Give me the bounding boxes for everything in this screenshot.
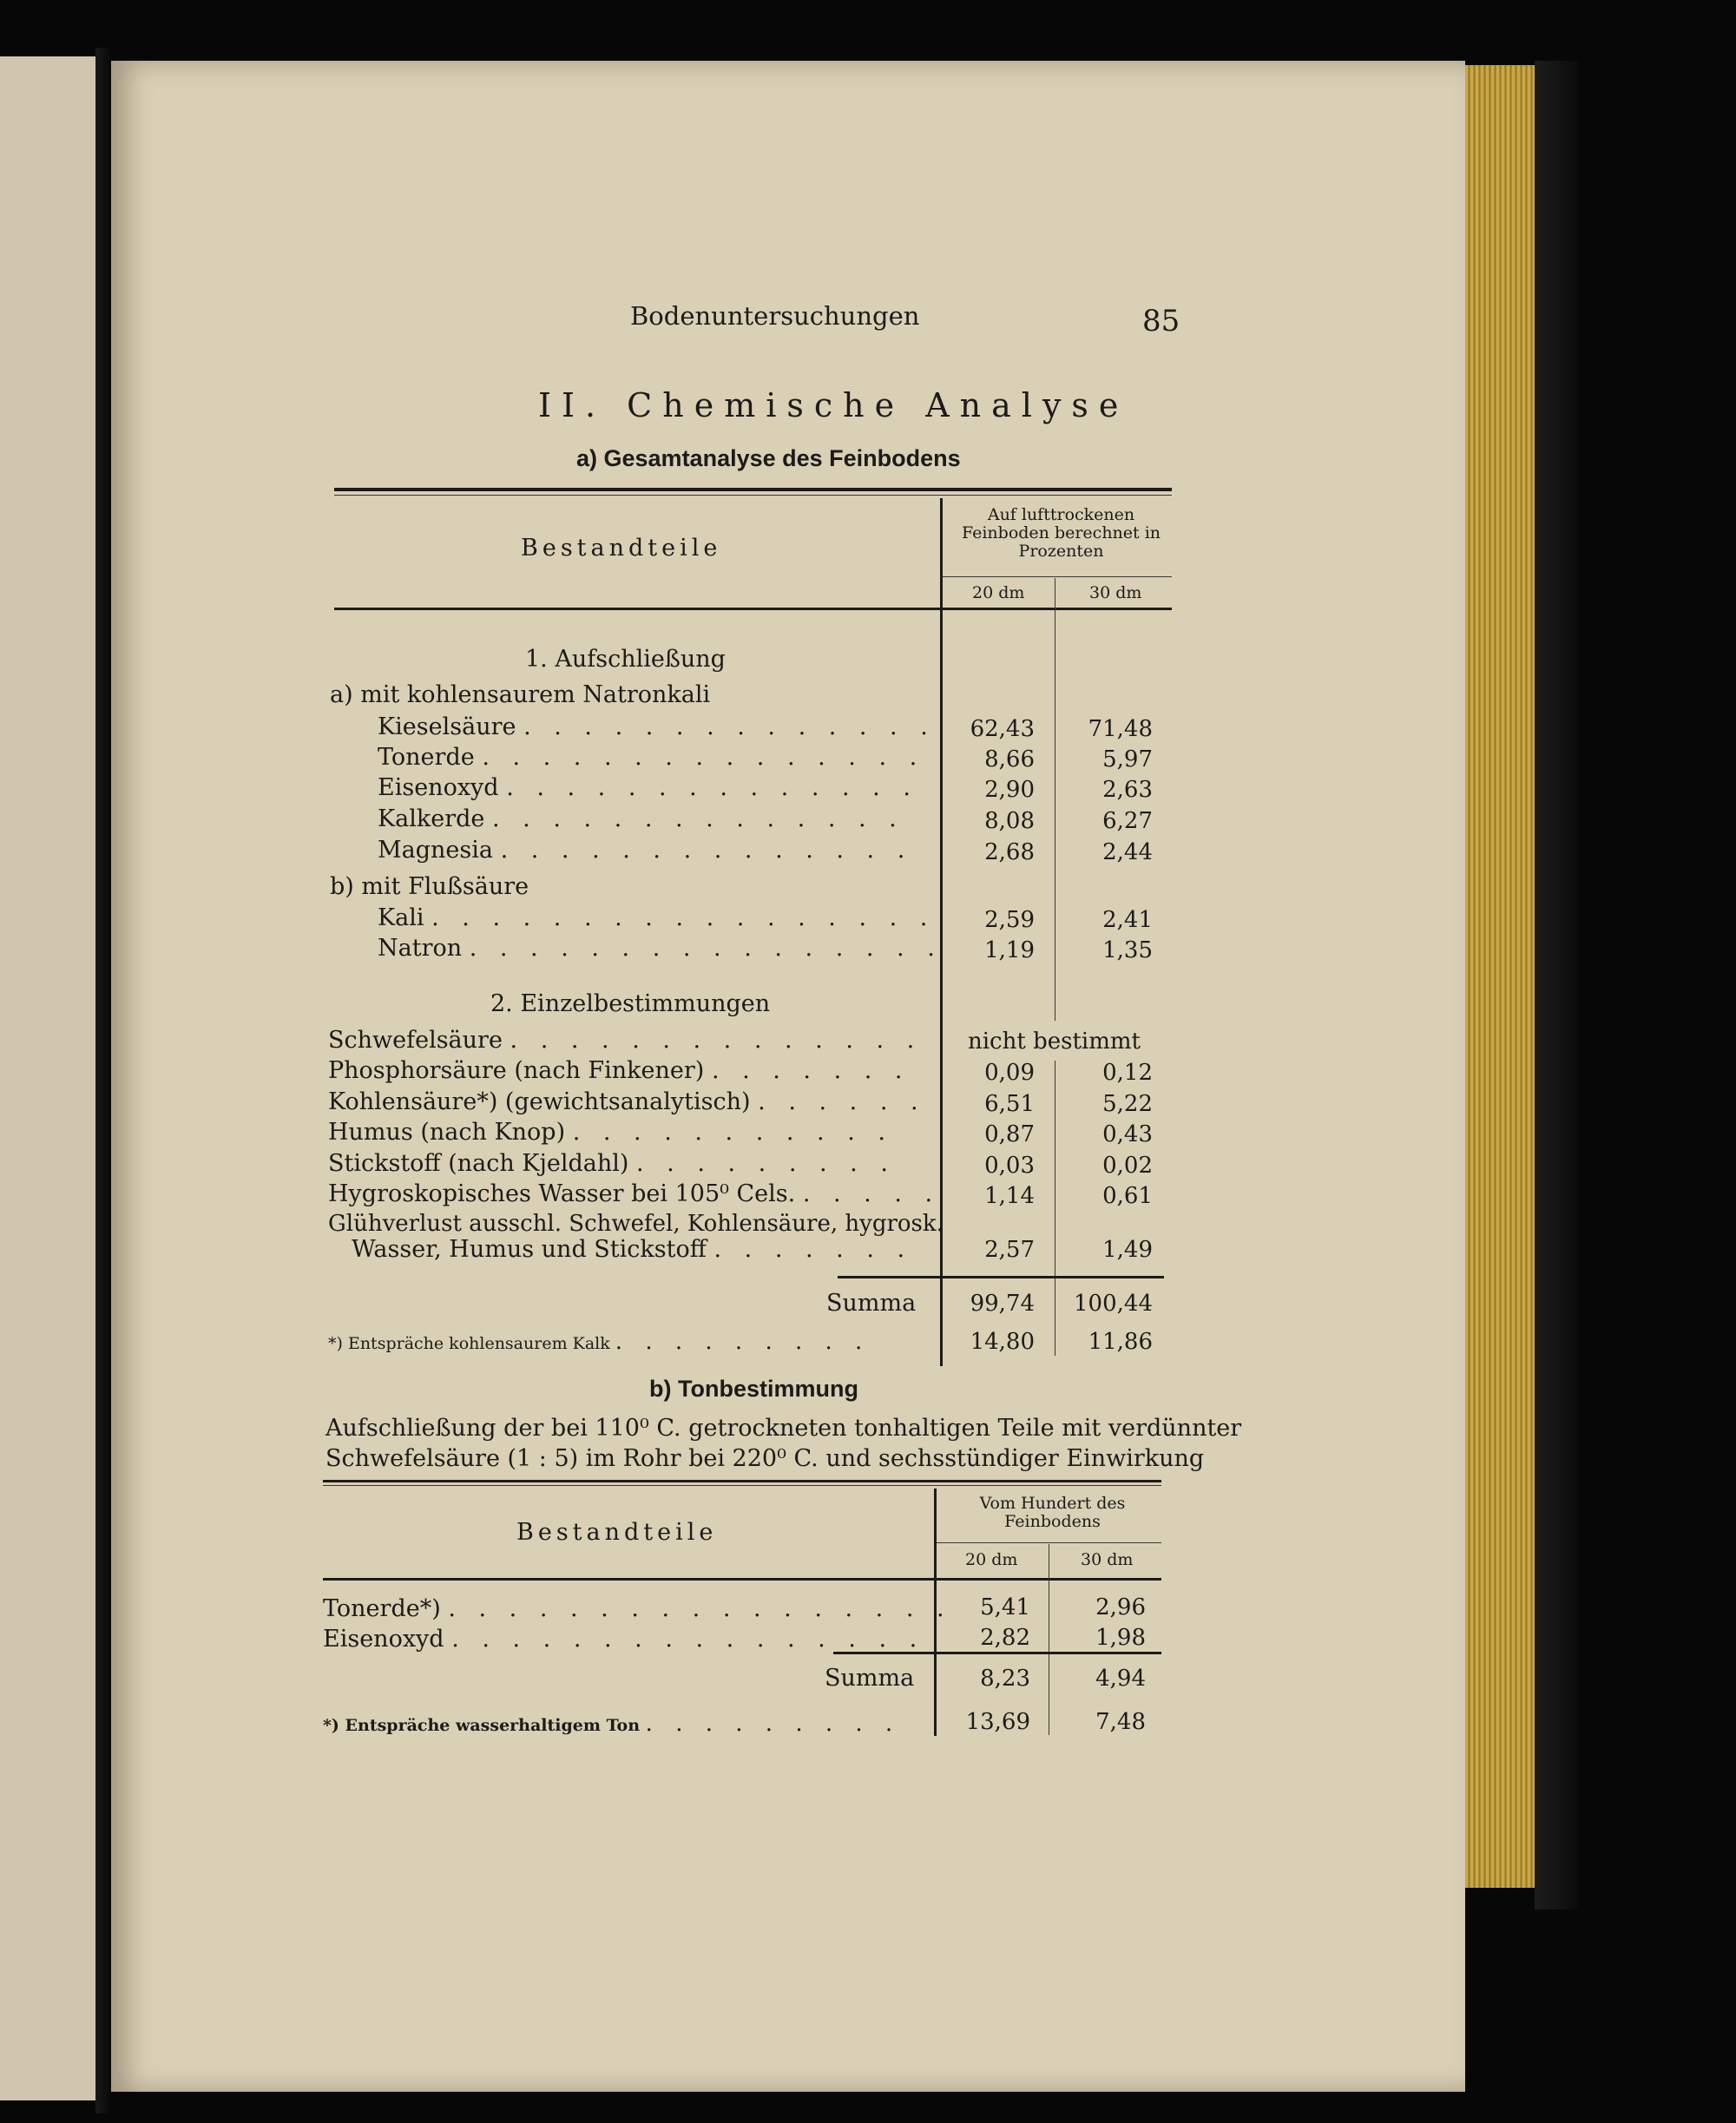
row-value-30: 6,27: [1102, 808, 1153, 834]
row-label: Magnesia: [378, 837, 493, 864]
row-value-20: 8,66: [984, 746, 1035, 772]
table-row: Phosphorsäure (nach Finkener) . . . . . . .: [328, 1057, 911, 1084]
row-value-30: 0,12: [1102, 1060, 1153, 1086]
table-row: Schwefelsäure . . . . . . . . . . . . . .: [328, 1027, 923, 1054]
table-b-col-label: Bestandteile: [516, 1519, 718, 1546]
row-label: Kalkerde: [378, 805, 485, 832]
table-b-intro-line1: Aufschließung der bei 110⁰ C. getrockneten tonhaltigen Teile mit verdünnter: [326, 1415, 1242, 1442]
group-einzelbestimmungen: 2. Einzelbestimmungen: [490, 990, 771, 1017]
row-label: Stickstoff (nach Kjeldahl): [328, 1150, 629, 1177]
running-title: Bodenuntersuchungen: [630, 301, 920, 331]
row-label: Humus (nach Knop): [328, 1119, 566, 1146]
row-value-30: 2,96: [1095, 1594, 1146, 1620]
table-row: Natron . . . . . . . . . . . . . . . .: [378, 935, 943, 962]
footnote-value-20: 13,69: [965, 1709, 1030, 1735]
row-value-30: 1,35: [1102, 937, 1153, 963]
table-row: Stickstoff (nach Kjeldahl) . . . . . . . . .: [328, 1150, 896, 1177]
row-value-20: 2,68: [984, 839, 1035, 865]
table-row: Magnesia . . . . . . . . . . . . . .: [378, 837, 913, 864]
book-gutter: [95, 48, 113, 2113]
row-value-30: 2,44: [1102, 839, 1153, 865]
table-a-sum-rule: [838, 1276, 1164, 1278]
table-row: Eisenoxyd . . . . . . . . . . . . . . . .: [323, 1626, 925, 1653]
row-label: Kieselsäure: [378, 713, 516, 740]
row-label: Kali: [378, 904, 424, 931]
table-row: Tonerde*) . . . . . . . . . . . . . . . . .: [323, 1595, 952, 1622]
table-row: Hygroskopisches Wasser bei 105⁰ Cels. . . . . .: [328, 1180, 941, 1207]
row-value-20: 1,14: [984, 1183, 1035, 1209]
summa-value-20: 99,74: [970, 1291, 1035, 1317]
table-b-subheader-rule: [936, 1542, 1161, 1543]
row-value-20: 62,43: [970, 716, 1035, 742]
row-label: Tonerde*): [323, 1595, 441, 1622]
summa-value-30: 100,44: [1074, 1291, 1153, 1317]
summa-value-20: 8,23: [980, 1666, 1030, 1692]
summa-label: Summa: [825, 1665, 915, 1692]
row-value-20: 6,51: [984, 1091, 1035, 1117]
row-value-30: 71,48: [1088, 716, 1153, 742]
row-label: Kohlensäure*) (gewichtsanalytisch): [328, 1088, 751, 1115]
table-a-title: a) Gesamtanalyse des Feinbodens: [576, 445, 961, 471]
table-row: Humus (nach Knop) . . . . . . . . . . .: [328, 1119, 893, 1146]
row-value-merged: nicht bestimmt: [968, 1029, 1141, 1055]
row-label: Hygroskopisches Wasser bei 105⁰ Cels.: [328, 1180, 796, 1207]
row-label: Phosphorsäure (nach Finkener): [328, 1057, 705, 1084]
summa-value-30: 4,94: [1095, 1666, 1146, 1692]
row-value-30: 2,41: [1102, 907, 1153, 933]
table-row: Eisenoxyd . . . . . . . . . . . . . .: [378, 774, 918, 801]
row-label: Wasser, Humus und Stickstoff: [352, 1236, 707, 1263]
book-cover-edge: [1535, 61, 1578, 1909]
table-a-subheader-rule: [942, 576, 1172, 577]
row-label: Natron: [378, 935, 463, 962]
table-row: Tonerde . . . . . . . . . . . . . . .: [378, 744, 925, 771]
table-b-top-rule-thin: [323, 1485, 1161, 1486]
row-value-20: 0,87: [984, 1121, 1035, 1147]
table-row: Kali . . . . . . . . . . . . . . . . .: [378, 904, 936, 931]
summa-label: Summa: [826, 1290, 917, 1317]
row-value-20: 2,90: [984, 777, 1035, 803]
table-a-col-20: 20 dm: [972, 583, 1025, 602]
table-row: Kalkerde . . . . . . . . . . . . . .: [378, 805, 904, 832]
row-label: Schwefelsäure: [328, 1027, 503, 1054]
footnote-value-30: 11,86: [1088, 1329, 1153, 1355]
row-value-30: 0,43: [1102, 1121, 1153, 1147]
table-b-intro-line2: Schwefelsäure (1 : 5) im Rohr bei 220⁰ C. und sechsstündiger Einwirkung: [326, 1445, 1205, 1472]
page-block-edge: [1465, 65, 1535, 1888]
table-a-top-rule-thin: [334, 495, 1172, 496]
row-label: Eisenoxyd: [323, 1626, 444, 1653]
row-label: Eisenoxyd: [378, 774, 499, 801]
footnote-value-30: 7,48: [1095, 1709, 1146, 1735]
row-value-20: 2,59: [984, 907, 1035, 933]
section-title: II. Chemische Analyse: [538, 386, 1129, 424]
table-b-col-20: 20 dm: [965, 1550, 1018, 1569]
footnote-value-20: 14,80: [970, 1329, 1035, 1355]
subgroup-b: b) mit Flußsäure: [330, 873, 529, 900]
table-a-header-rule: [334, 608, 1172, 610]
row-value-20: 5,41: [980, 1594, 1030, 1620]
row-value-30: 1,49: [1102, 1237, 1153, 1263]
page-number: 85: [1142, 304, 1180, 338]
subgroup-a: a) mit kohlensaurem Natronkali: [330, 681, 711, 708]
row-value-20: 8,08: [984, 808, 1035, 834]
row-value-20: 2,57: [984, 1237, 1035, 1263]
footnote-ton: *) Entspräche wasserhaltigem Ton . . . . . . . . .: [323, 1711, 901, 1737]
table-b-header-rule: [323, 1578, 1161, 1581]
group-aufschliessung: 1. Aufschließung: [525, 646, 726, 673]
row-value-30: 5,22: [1102, 1091, 1153, 1117]
left-page-edge: [0, 56, 104, 2100]
table-row: Kieselsäure . . . . . . . . . . . . . .: [378, 713, 936, 740]
row-value-30: 0,02: [1102, 1153, 1153, 1179]
row-value-20: 0,03: [984, 1153, 1035, 1179]
table-b-col-group: Vom Hundert des Feinbodens: [979, 1494, 1126, 1531]
row-value-20: 2,82: [980, 1625, 1030, 1651]
row-value-30: 2,63: [1102, 777, 1153, 803]
table-a-top-rule: [334, 488, 1172, 491]
table-row: Kohlensäure*) (gewichtsanalytisch) . . . . . .: [328, 1088, 926, 1115]
row-value-30: 1,98: [1095, 1625, 1146, 1651]
table-b-col-30: 30 dm: [1081, 1550, 1134, 1569]
row-label: Tonerde: [378, 744, 475, 771]
row-value-30: 0,61: [1102, 1183, 1153, 1209]
table-a-col-30: 30 dm: [1089, 583, 1142, 602]
table-row: Wasser, Humus und Stickstoff . . . . . . .: [352, 1236, 913, 1263]
row-value-20: 1,19: [984, 937, 1035, 963]
table-a-col-label: Bestandteile: [521, 535, 722, 562]
table-b-title: b) Tonbestimmung: [649, 1376, 858, 1402]
row-label-gluhverlust: Glühverlust ausschl. Schwefel, Kohlensäure, hygrosk.: [328, 1211, 944, 1237]
footnote-kalk: *) Entspräche kohlensaurem Kalk . . . . . . . . .: [328, 1329, 871, 1355]
table-b-top-rule: [323, 1480, 1161, 1482]
table-a-col-group: Auf lufttrockenen Feinboden berechnet in Prozenten: [961, 505, 1161, 561]
row-value-30: 5,97: [1102, 746, 1153, 772]
row-value-20: 0,09: [984, 1060, 1035, 1086]
